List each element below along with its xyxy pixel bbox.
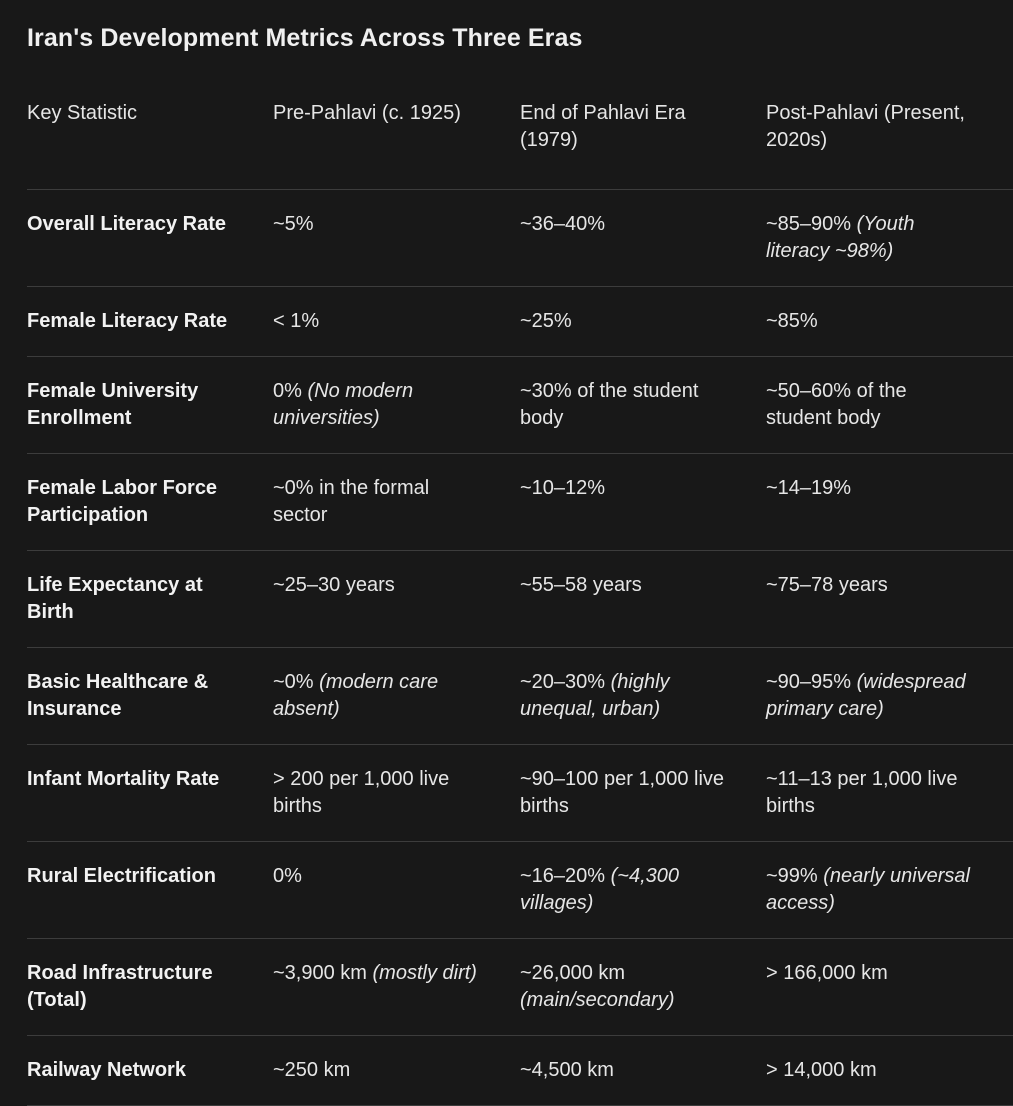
cell-value: ~14–19% bbox=[766, 477, 852, 499]
table-cell bbox=[766, 939, 1013, 1036]
cell-value: ~16–20% bbox=[520, 865, 611, 887]
column-header-pre-pahlavi bbox=[273, 88, 520, 190]
table-cell bbox=[766, 551, 1013, 648]
table-row bbox=[27, 357, 1013, 454]
cell-note: (modern care bbox=[319, 671, 439, 693]
row-label-line: Female Literacy Rate bbox=[27, 310, 228, 332]
cell-value: ~85–90% bbox=[766, 213, 857, 235]
cell-value: births bbox=[520, 795, 569, 817]
column-header-end-of-pahlavi bbox=[520, 88, 766, 190]
table-header-row bbox=[27, 88, 1013, 190]
cell-note: (nearly universal bbox=[823, 865, 970, 887]
table-cell bbox=[520, 190, 766, 287]
cell-line bbox=[766, 308, 995, 335]
cell-value: student body bbox=[766, 407, 881, 429]
cell-value: > 166,000 km bbox=[766, 962, 888, 984]
row-label-line: Female Labor Force bbox=[27, 477, 218, 499]
table-cell bbox=[520, 648, 766, 745]
table-cell bbox=[273, 357, 520, 454]
cell-line bbox=[273, 475, 502, 502]
cell-line bbox=[273, 378, 502, 405]
table-cell bbox=[273, 454, 520, 551]
cell-line bbox=[766, 863, 995, 890]
row-label-line: Life Expectancy at bbox=[27, 574, 203, 596]
cell-line bbox=[273, 308, 502, 335]
cell-value: ~25–30 years bbox=[273, 574, 395, 596]
cell-line bbox=[766, 669, 995, 696]
cell-value: ~4,500 km bbox=[520, 1059, 614, 1081]
table-cell bbox=[766, 1036, 1013, 1106]
cell-value: > 14,000 km bbox=[766, 1059, 877, 1081]
cell-line bbox=[520, 475, 748, 502]
cell-value: ~90–95% bbox=[766, 671, 857, 693]
row-label bbox=[27, 357, 273, 454]
cell-note: unequal, urban) bbox=[520, 698, 661, 720]
table-cell bbox=[520, 842, 766, 939]
row-label-line: Road Infrastructure bbox=[27, 962, 213, 984]
table-cell bbox=[766, 454, 1013, 551]
row-label bbox=[27, 842, 273, 939]
cell-value: ~250 km bbox=[273, 1059, 351, 1081]
cell-note: (main/secondary) bbox=[520, 989, 675, 1011]
cell-value: ~30% of the student bbox=[520, 380, 699, 402]
cell-line bbox=[520, 405, 748, 432]
table-cell bbox=[766, 357, 1013, 454]
cell-line bbox=[273, 211, 502, 238]
cell-line bbox=[520, 766, 748, 793]
cell-value: ~85% bbox=[766, 310, 818, 332]
table-cell bbox=[273, 745, 520, 842]
cell-line bbox=[273, 766, 502, 793]
table-body bbox=[27, 190, 1013, 1106]
table-row bbox=[27, 842, 1013, 939]
cell-value: ~55–58 years bbox=[520, 574, 642, 596]
metrics-table bbox=[27, 88, 1013, 1106]
column-header-line: Post-Pahlavi (Present, bbox=[766, 102, 965, 124]
table-cell bbox=[273, 190, 520, 287]
table-cell bbox=[520, 551, 766, 648]
table-cell bbox=[766, 190, 1013, 287]
cell-note: (mostly dirt) bbox=[372, 962, 477, 984]
cell-value: ~75–78 years bbox=[766, 574, 888, 596]
cell-value: > 200 per 1,000 live bbox=[273, 768, 450, 790]
row-label-line: Basic Healthcare & bbox=[27, 671, 209, 693]
cell-note: villages) bbox=[520, 892, 594, 914]
table-cell bbox=[273, 551, 520, 648]
cell-value: ~10–12% bbox=[520, 477, 606, 499]
metrics-table-container[interactable] bbox=[27, 88, 970, 1100]
row-label-line: Participation bbox=[27, 504, 149, 526]
cell-value: ~25% bbox=[520, 310, 572, 332]
row-label bbox=[27, 287, 273, 357]
row-label-line: Rural Electrification bbox=[27, 865, 216, 887]
row-label bbox=[27, 1036, 273, 1106]
cell-value: 0% bbox=[273, 380, 308, 402]
table-row bbox=[27, 454, 1013, 551]
table-cell bbox=[273, 842, 520, 939]
cell-line bbox=[520, 960, 748, 987]
row-label-line: Railway Network bbox=[27, 1059, 186, 1081]
table-cell bbox=[520, 1036, 766, 1106]
row-label-line: Insurance bbox=[27, 698, 122, 720]
cell-line bbox=[520, 696, 748, 723]
cell-line bbox=[273, 793, 502, 820]
table-cell bbox=[520, 745, 766, 842]
cell-line bbox=[520, 863, 748, 890]
cell-value: sector bbox=[273, 504, 328, 526]
column-header-line: Key Statistic bbox=[27, 102, 138, 124]
cell-note: access) bbox=[766, 892, 835, 914]
cell-line bbox=[766, 378, 995, 405]
cell-line bbox=[520, 669, 748, 696]
column-header-line: End of Pahlavi Era bbox=[520, 102, 686, 124]
cell-note: literacy ~98%) bbox=[766, 240, 894, 262]
cell-line bbox=[766, 211, 995, 238]
cell-value: ~11–13 per 1,000 live bbox=[766, 768, 958, 790]
cell-line bbox=[520, 211, 748, 238]
row-label bbox=[27, 190, 273, 287]
cell-value: ~26,000 km bbox=[520, 962, 626, 984]
table-row bbox=[27, 745, 1013, 842]
cell-line bbox=[766, 793, 995, 820]
table-cell bbox=[766, 745, 1013, 842]
cell-note: (highly bbox=[610, 671, 670, 693]
cell-line bbox=[520, 1057, 748, 1084]
cell-line bbox=[766, 890, 995, 917]
cell-note: absent) bbox=[273, 698, 340, 720]
table-cell bbox=[273, 939, 520, 1036]
table-row bbox=[27, 648, 1013, 745]
column-header-post-pahlavi bbox=[766, 88, 1013, 190]
cell-value: ~50–60% of the bbox=[766, 380, 907, 402]
cell-value: ~5% bbox=[273, 213, 314, 235]
cell-line bbox=[766, 696, 995, 723]
table-row bbox=[27, 190, 1013, 287]
cell-value: ~3,900 km bbox=[273, 962, 373, 984]
cell-line bbox=[273, 405, 502, 432]
table-cell bbox=[273, 648, 520, 745]
cell-value: 0% bbox=[273, 865, 302, 887]
page-title: Iran's Development Metrics Across Three Eras bbox=[27, 24, 583, 52]
cell-note: primary care) bbox=[766, 698, 884, 720]
table-cell bbox=[766, 287, 1013, 357]
cell-value: ~0% bbox=[273, 671, 320, 693]
cell-value: ~20–30% bbox=[520, 671, 611, 693]
column-header-line: (1979) bbox=[520, 129, 578, 151]
cell-note: (~4,300 bbox=[610, 865, 680, 887]
table-row bbox=[27, 287, 1013, 357]
cell-value: ~36–40% bbox=[520, 213, 606, 235]
table-cell bbox=[520, 939, 766, 1036]
cell-note: (No modern bbox=[307, 380, 414, 402]
cell-line bbox=[520, 890, 748, 917]
cell-line bbox=[766, 960, 995, 987]
cell-value: births bbox=[273, 795, 322, 817]
row-label bbox=[27, 551, 273, 648]
row-label bbox=[27, 939, 273, 1036]
cell-line bbox=[273, 669, 502, 696]
cell-line bbox=[273, 1057, 502, 1084]
cell-value: births bbox=[766, 795, 815, 817]
cell-line bbox=[273, 502, 502, 529]
cell-value: < 1% bbox=[273, 310, 320, 332]
cell-note: universities) bbox=[273, 407, 380, 429]
row-label-line: (Total) bbox=[27, 989, 87, 1011]
cell-line bbox=[766, 766, 995, 793]
table-cell bbox=[766, 648, 1013, 745]
row-label-line: Infant Mortality Rate bbox=[27, 768, 220, 790]
cell-line bbox=[520, 987, 748, 1014]
row-label-line: Enrollment bbox=[27, 407, 132, 429]
row-label-line: Birth bbox=[27, 601, 74, 623]
table-row bbox=[27, 1036, 1013, 1106]
cell-line bbox=[520, 793, 748, 820]
cell-line bbox=[766, 475, 995, 502]
row-label bbox=[27, 745, 273, 842]
cell-note: (widespread bbox=[856, 671, 966, 693]
column-header-line: 2020s) bbox=[766, 129, 828, 151]
cell-note: (Youth bbox=[856, 213, 915, 235]
cell-value: ~90–100 per 1,000 live bbox=[520, 768, 725, 790]
cell-value: ~99% bbox=[766, 865, 824, 887]
table-cell bbox=[766, 842, 1013, 939]
cell-line bbox=[520, 572, 748, 599]
table-cell bbox=[273, 287, 520, 357]
cell-line bbox=[273, 863, 502, 890]
cell-line bbox=[520, 308, 748, 335]
column-header-line: Pre-Pahlavi (c. 1925) bbox=[273, 102, 461, 124]
cell-value: ~0% in the formal bbox=[273, 477, 430, 499]
table-cell bbox=[520, 454, 766, 551]
cell-line bbox=[273, 572, 502, 599]
row-label bbox=[27, 648, 273, 745]
row-label-line: Female University bbox=[27, 380, 199, 402]
cell-line bbox=[766, 238, 995, 265]
cell-line bbox=[766, 572, 995, 599]
cell-line bbox=[766, 1057, 995, 1084]
table-row bbox=[27, 939, 1013, 1036]
cell-value: body bbox=[520, 407, 564, 429]
table-row bbox=[27, 551, 1013, 648]
row-label bbox=[27, 454, 273, 551]
table-cell bbox=[273, 1036, 520, 1106]
column-header-key-statistic bbox=[27, 88, 273, 190]
cell-line bbox=[273, 960, 502, 987]
row-label-line: Overall Literacy Rate bbox=[27, 213, 226, 235]
cell-line bbox=[273, 696, 502, 723]
cell-line bbox=[766, 405, 995, 432]
table-cell bbox=[520, 287, 766, 357]
cell-line bbox=[520, 378, 748, 405]
table-cell bbox=[520, 357, 766, 454]
